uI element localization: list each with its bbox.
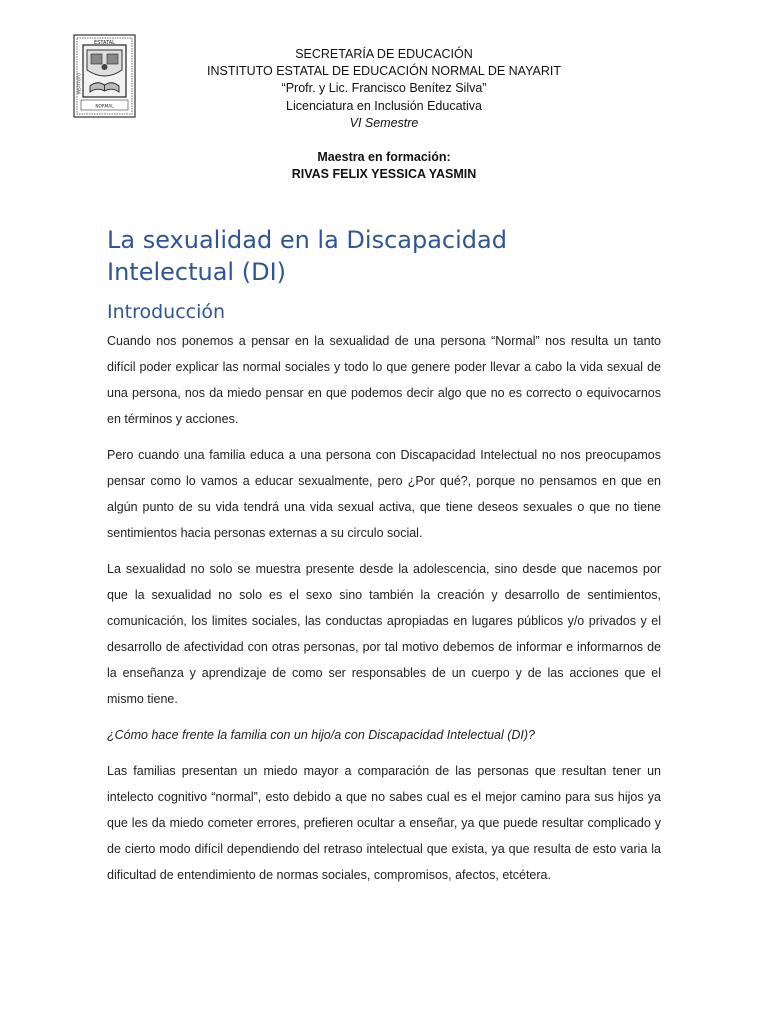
- header-line-degree: Licenciatura en Inclusión Educativa: [286, 98, 482, 113]
- author-label: Maestra en formación:: [317, 150, 451, 165]
- title-line-2: Intelectual (DI): [107, 258, 287, 286]
- title-line-1: La sexualidad en la Discapacidad: [107, 226, 507, 254]
- seal-text-left: INSTITUTO: [76, 72, 82, 94]
- section-heading: Introducción: [107, 301, 226, 323]
- paragraph: Las familias presentan un miedo mayor a comparación de las personas que resultan tener un intelecto cognitivo “normal”, esto debido a que no sabes cual es el mejor camino para sus hijos ya que les da miedo cometer errores, prefieren ocultar a enseñar, ya que puede resultar complicado y de cierto modo difícil dependiendo del retraso intelectual que exista, ya que resulta de esto varia la dificultad de entendimiento de normas sociales, compromisos, afectos, etcétera.: [107, 764, 661, 882]
- header-spacer: [180, 132, 588, 149]
- document-header: [180, 46, 588, 183]
- seal-text-bottom: NORMAL: [95, 103, 114, 109]
- paragraph: Cuando nos ponemos a pensar en la sexualidad de una persona “Normal” nos resulta un tanto difícil poder explicar las normal sociales y todo lo que genere poder llevar a cabo la vida sexual de una persona, nos da miedo pensar en que podemos decir algo que no es correcto o equivocarnos en términos y acciones.: [107, 334, 661, 426]
- question-paragraph: ¿Cómo hace frente la familia con un hijo/a con Discapacidad Intelectual (DI)?: [107, 728, 535, 742]
- header-line-ministry: SECRETARÍA DE EDUCACIÓN: [295, 47, 473, 61]
- paragraph: La sexualidad no solo se muestra presente desde la adolescencia, sino desde que nacemos por que la sexualidad no solo es el sexo sino también la creación y desarrollo de sentimientos, comunicación, los limites sociales, las conductas apropiadas en lugares públicos y/o privados y el desarrollo de afectividad con otras personas, por tal motivo debemos de informar e informarnos de la enseñanza y aprendizaje de como ser responsables de un cuerpo y de las acciones que el mismo tiene.: [107, 562, 661, 706]
- header-line-school-name: “Profr. y Lic. Francisco Benítez Silva”: [281, 81, 487, 96]
- state-seal-icon: [73, 34, 136, 118]
- document-title: [107, 224, 667, 288]
- document-body: [107, 328, 661, 898]
- header-line-institute: INSTITUTO ESTATAL DE EDUCACIÓN NORMAL DE NAYARIT: [207, 64, 561, 79]
- seal-text-top: ESTATAL: [94, 40, 115, 46]
- author-name: RIVAS FELIX YESSICA YASMIN: [291, 167, 477, 182]
- header-semester: VI Semestre: [349, 115, 419, 130]
- paragraph: Pero cuando una familia educa a una persona con Discapacidad Intelectual no nos preocupamos pensar como lo vamos a educar sexualmente, pero ¿Por qué?, porque no pensamos en que en algún punto de su vida tendrá una vida sexual activa, que tiene deseos sexuales o que no tiene sentimientos hacia personas externas a su circulo social.: [107, 448, 661, 540]
